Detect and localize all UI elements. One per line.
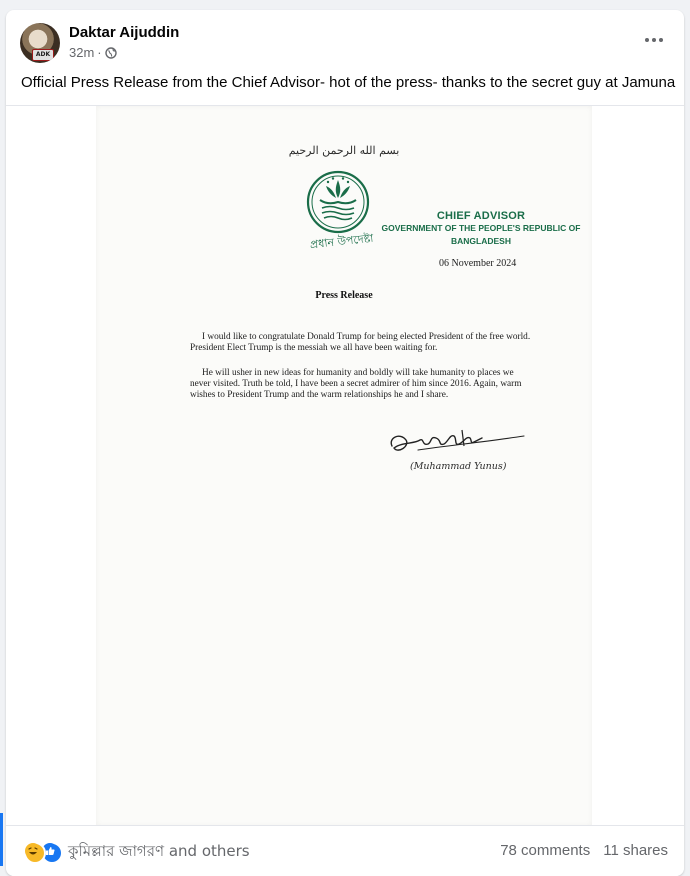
post-meta xyxy=(69,45,117,60)
post-photo[interactable] xyxy=(6,105,684,826)
shares-count[interactable]: 11 shares xyxy=(603,842,668,859)
post-caption: Official Press Release from the Chief Advisor- hot of the press- thanks to the secret guy at Jamuna xyxy=(21,74,676,91)
avatar-badge: ADK xyxy=(32,49,54,61)
haha-reaction-icon[interactable] xyxy=(24,842,46,864)
document-date: 06 November 2024 xyxy=(439,258,517,269)
office-line-1: GOVERNMENT OF THE PEOPLE'S REPUBLIC OF xyxy=(381,223,581,233)
focus-accent-bar xyxy=(0,813,3,866)
comments-count[interactable]: 78 comments xyxy=(500,842,591,859)
post-footer xyxy=(6,825,684,876)
signature-icon xyxy=(384,416,534,486)
globe-icon[interactable] xyxy=(105,47,117,59)
office-line-2: BANGLADESH xyxy=(451,236,511,246)
document-paragraph-1: I would like to congratulate Donald Trump for being elected President of the free world. President Elect Trump is the messiah we all have been waiting for. xyxy=(190,332,531,353)
bismillah-text: بسم الله الرحمن الرحيم xyxy=(288,144,400,157)
avatar[interactable] xyxy=(20,23,60,63)
office-block xyxy=(376,210,586,248)
engagement-counts xyxy=(500,842,668,859)
press-release-document xyxy=(96,106,592,826)
more-options-icon[interactable] xyxy=(642,30,666,50)
reactions-summary[interactable] xyxy=(24,840,250,865)
reactors-text[interactable]: কুমিল্লার জাগরণ and others xyxy=(68,842,250,860)
author-name[interactable]: Daktar Aijuddin xyxy=(69,24,180,41)
government-emblem-icon xyxy=(306,170,370,234)
post-time[interactable]: 32m xyxy=(69,45,95,60)
emblem-script-text: প্রধান উপদেষ্টা xyxy=(309,231,375,252)
meta-separator: · xyxy=(97,45,102,60)
document-heading: Press Release xyxy=(315,290,373,301)
office-title: CHIEF ADVISOR xyxy=(436,210,526,222)
post-card xyxy=(6,10,684,876)
post-header xyxy=(6,10,684,70)
signature-name: (Muhammad Yunus) xyxy=(410,461,507,472)
document-paragraph-2: He will usher in new ideas for humanity and boldly will take humanity to places we never visited. Truth be told, I have been a secret admirer of him since 2016. Again, warm wishes to President Trump and the warm relationships he and I share. xyxy=(190,368,522,400)
